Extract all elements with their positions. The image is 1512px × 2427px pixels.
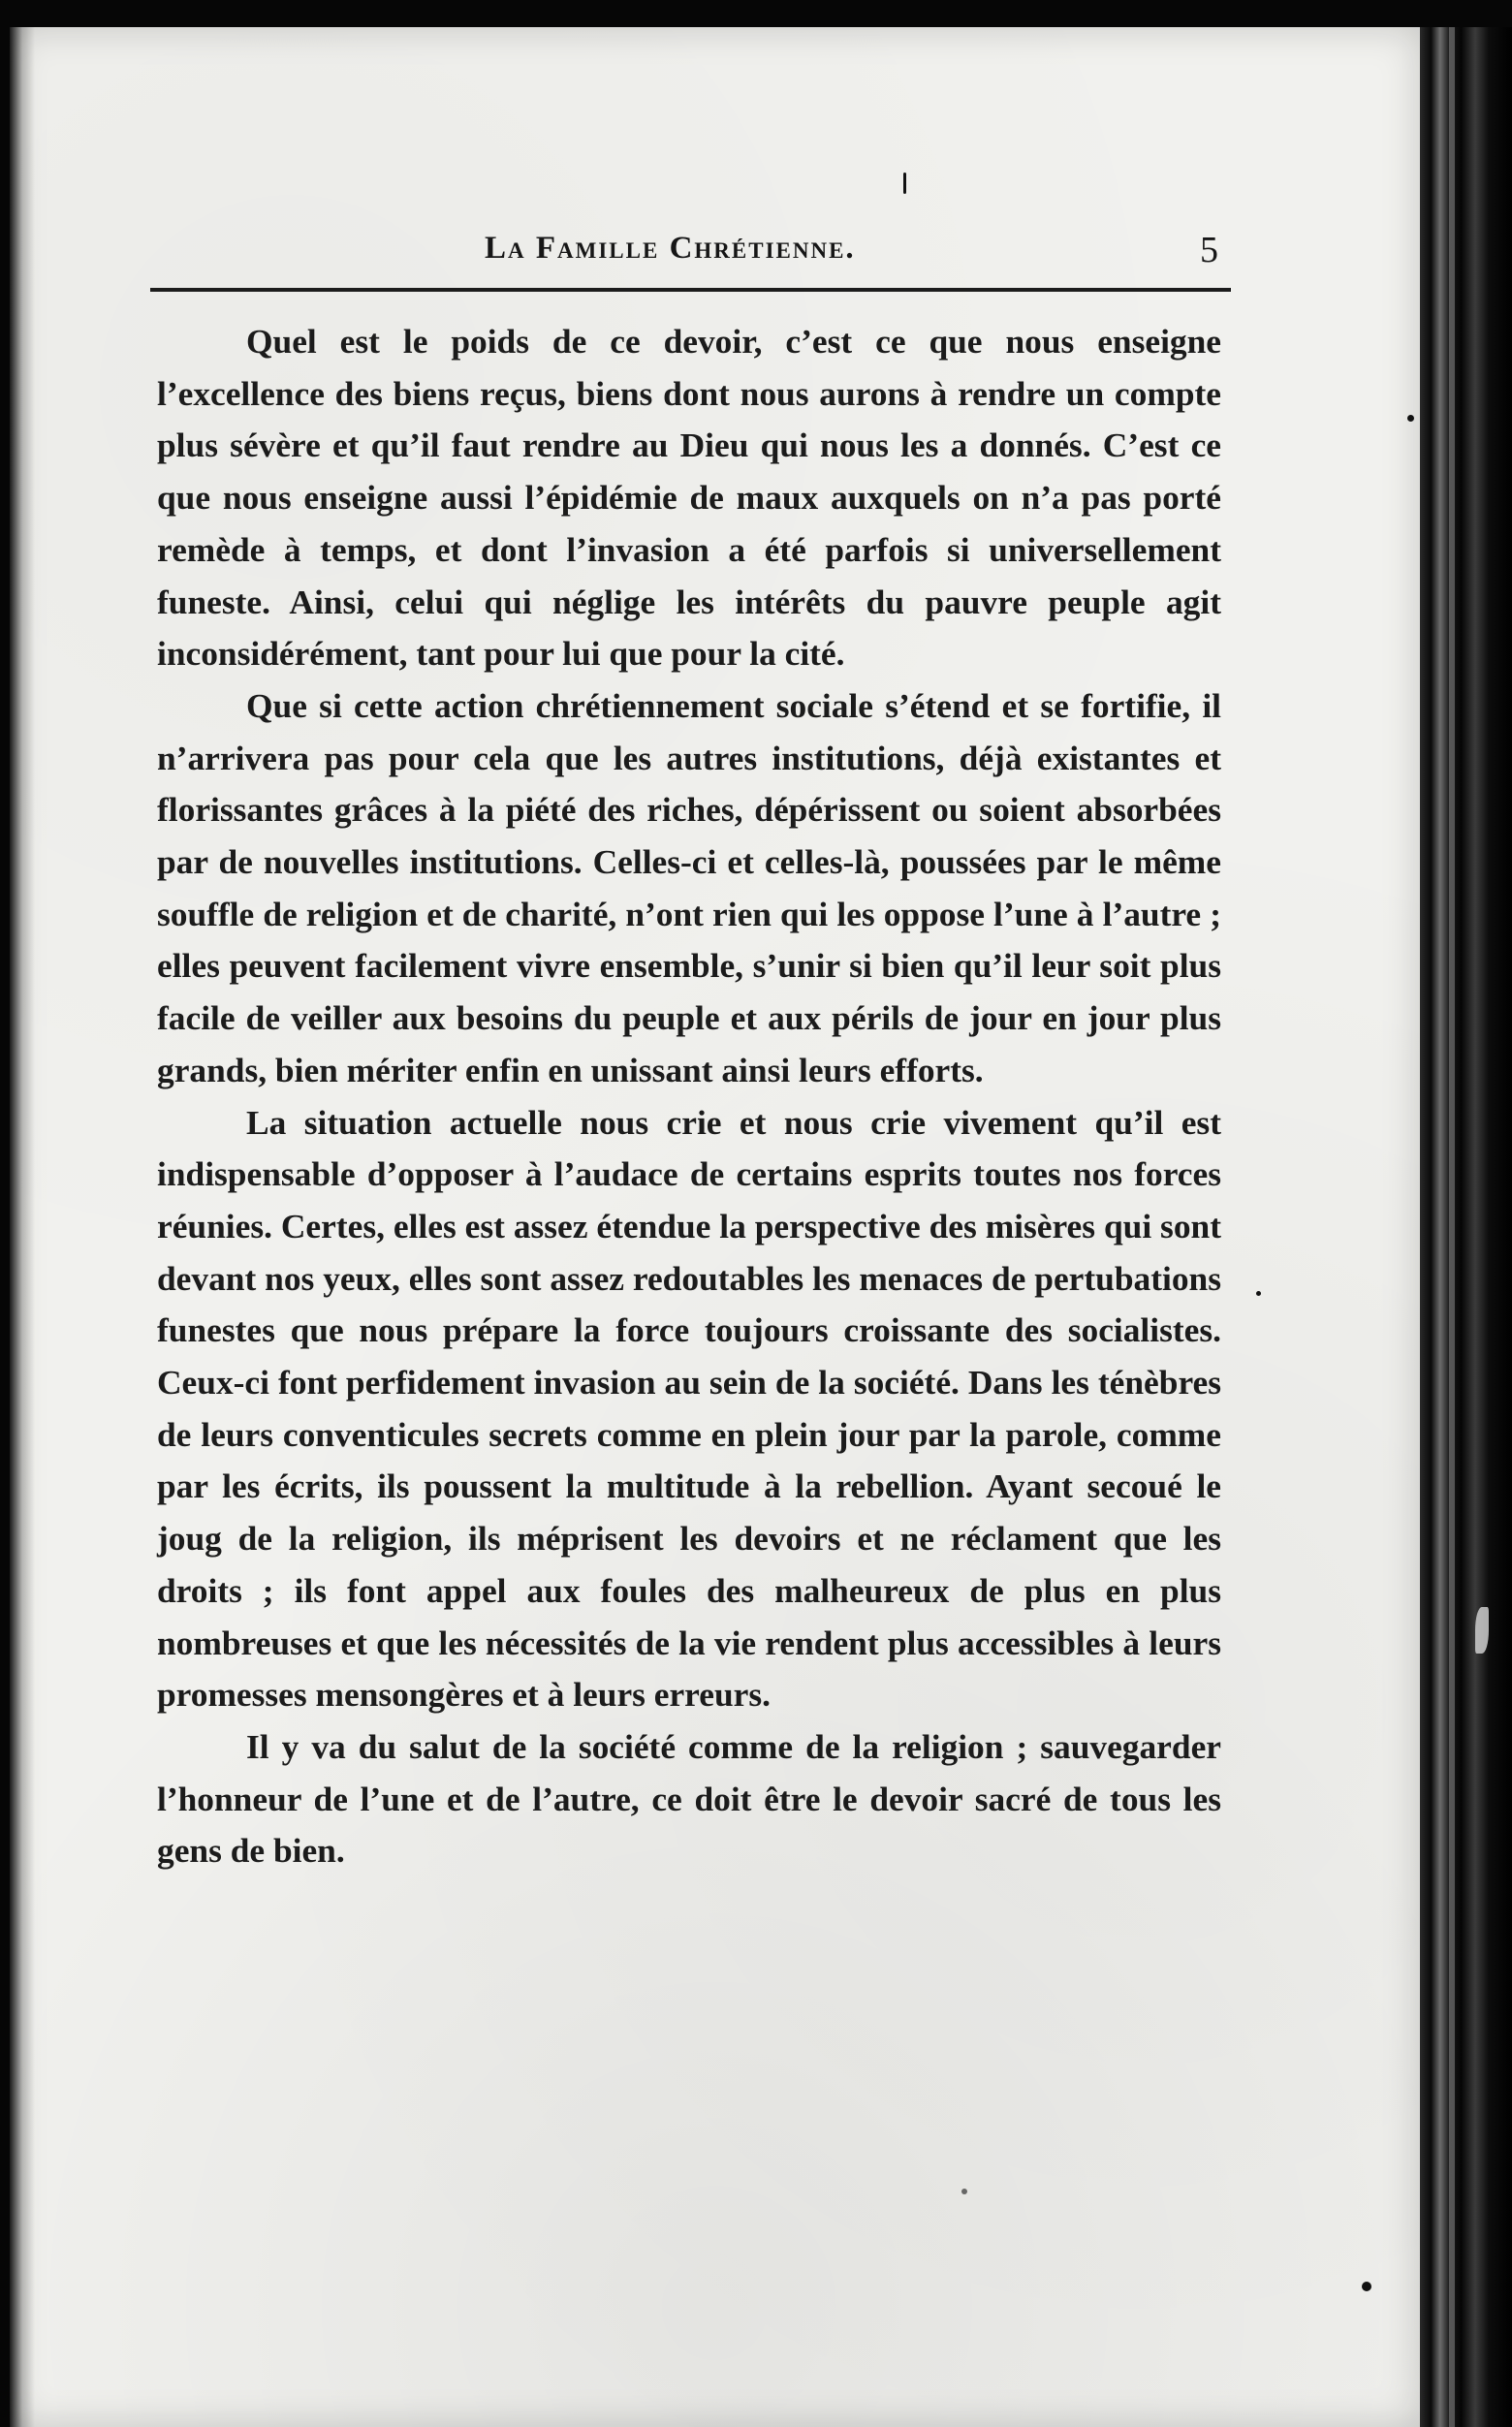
page-number: 5 <box>1200 230 1218 270</box>
paragraph: La situation actuelle nous crie et nous crie vivement qu’il est indispensable d’opposer à l’audace de certains esprits toutes nos forces réunies. Certes, elles est assez étendue la perspective des misères qui sont devant nos yeux, elles sont assez redoutables les menaces de pertubations funestes que nous prépare la force toujours croissante des socialistes. Ceux-ci font perfidement invasion au sein de la société. Dans les ténèbres de leurs conventicules secrets comme en plein jour par la parole, comme par les écrits, ils poussent la multitude à la rebellion. Ayant secoué le joug de la religion, ils méprisent les devoirs et ne réclament que les droits ; ils font appel aux foules des malheureux de plus en plus nombreuses et que les nécessités de la vie rendent plus accessibles à leurs promesses mensongères et à leurs erreurs. <box>157 1102 1221 1715</box>
ink-speck <box>1256 1291 1261 1296</box>
ink-speck <box>903 173 906 194</box>
running-title: La Famille Chrétienne. <box>485 231 856 266</box>
ink-speck <box>1407 415 1414 422</box>
binding-stripe <box>1449 27 1455 2427</box>
ink-speck <box>1362 2282 1371 2291</box>
page-curl <box>1475 1607 1489 1654</box>
paragraph: Que si cette action chrétiennement sociale s’étend et se fortifie, il n’arrivera pas pour cela que les autres institutions, déjà existantes et florissantes grâces à la piété des riches, dépérissent ou soient absorbées par de nouvelles institutions. Celles-ci et celles-là, poussées par le même souffle de religion et de charité, n’ont rien qui les oppose l’une à l’autre ; elles peuvent facilement vivre ensemble, s’unir si bien qu’il leur soit plus facile de veiller aux besoins du peuple et aux périls de jour en jour plus grands, bien mériter enfin en unissant ainsi leurs efforts. <box>157 685 1221 1089</box>
ink-speck <box>961 2189 967 2194</box>
header-rule <box>150 288 1231 292</box>
paragraph: Il y va du salut de la société comme de la religion ; sauvegarder l’honneur de l’une et de l’autre, ce doit être le devoir sacré de tous les gens de bien. <box>157 1726 1221 1871</box>
paragraph: Quel est le poids de ce devoir, c’est ce que nous enseigne l’excellence des biens reçus, biens dont nous aurons à rendre un compte plus sévère et qu’il faut rendre au Dieu qui nous les a donnés. C’est ce que nous enseigne aussi l’épidémie de maux auxquels on n’a pas porté remède à temps, et dont l’invasion a été parfois si universellement funeste. Ainsi, celui qui néglige les intérêts du pauvre peuple agit inconsidérément, tant pour lui que pour la cité. <box>157 322 1221 674</box>
book-binding <box>1420 27 1512 2427</box>
page-shadow-edge <box>10 27 35 2427</box>
body-text <box>157 316 1221 1877</box>
running-head <box>150 231 1226 279</box>
